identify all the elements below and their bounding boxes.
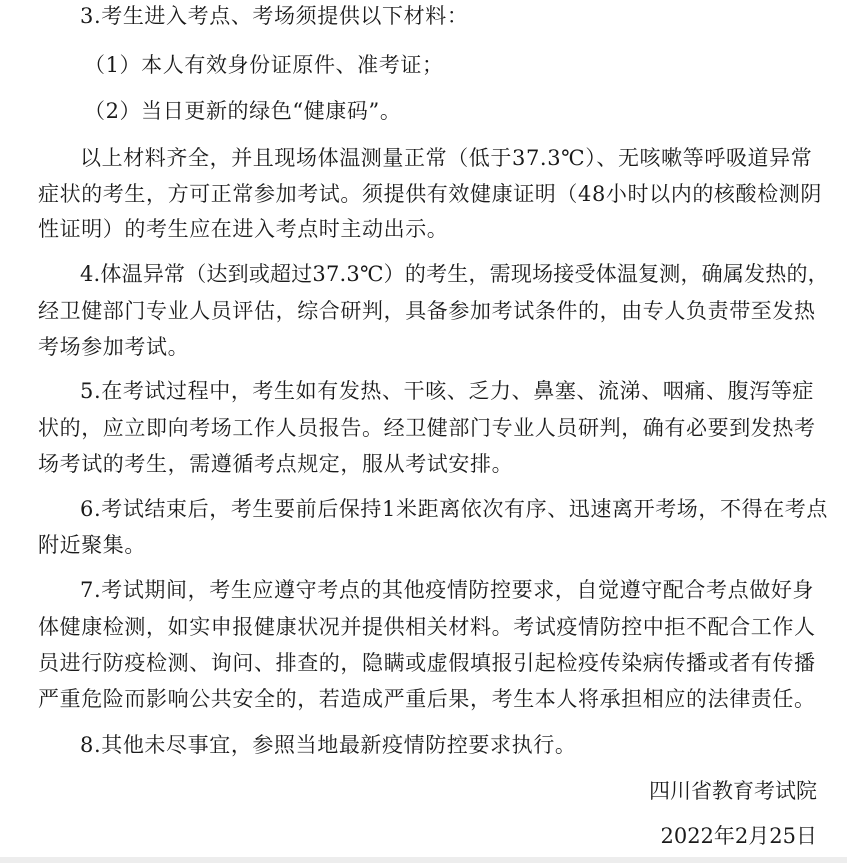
item7-line1: 7.考试期间，考生应遵守考点的其他疫情防控要求，自觉遵守配合考点做好身 xyxy=(80,578,815,602)
item3-note-line2: 症状的考生，方可正常参加考试。须提供有效健康证明（48小时以内的核酸检测阴 xyxy=(38,182,822,206)
page-bottom-edge xyxy=(0,857,847,863)
item3-note-line1: 以上材料齐全，并且现场体温测量正常（低于37.3℃）、无咳嗽等呼吸道异常 xyxy=(80,146,813,170)
item4-line3: 考场参加考试。 xyxy=(38,335,190,359)
item7-line3: 员进行防疫检测、询问、排查的，隐瞒或虚假填报引起检疫传染病传播或者有传播 xyxy=(38,651,816,675)
item4-line1: 4.体温异常（达到或超过37.3℃）的考生，需现场接受体温复测，确属发热的， xyxy=(80,262,829,286)
item4-line2: 经卫健部门专业人员评估，综合研判，具备参加考试条件的，由专人负责带至发热 xyxy=(38,299,816,323)
signature-organization: 四川省教育考试院 xyxy=(649,779,817,803)
signature-date: 2022年2月25日 xyxy=(660,824,817,848)
item6-line1: 6.考试结束后，考生要前后保持1米距离依次有序、迅速离开考场，不得在考点 xyxy=(80,497,828,521)
item5-line2: 状的，应立即向考场工作人员报告。经卫健部门专业人员研判，确有必要到发热考 xyxy=(38,416,816,440)
item6-line2: 附近聚集。 xyxy=(38,533,146,557)
item3-sub1: （1）本人有效身份证原件、准考证； xyxy=(84,53,444,77)
item3-note-line3: 性证明）的考生应在进入考点时主动出示。 xyxy=(38,217,449,241)
item7-line4: 严重危险而影响公共安全的，若造成严重后果，考生本人将承担相应的法律责任。 xyxy=(38,687,816,711)
item3-heading: 3.考生进入考点、考场须提供以下材料： xyxy=(80,4,469,28)
item7-line2: 体健康检测，如实申报健康状况并提供相关材料。考试疫情防控中拒不配合工作人 xyxy=(38,615,816,639)
item8-line1: 8.其他未尽事宜，参照当地最新疫情防控要求执行。 xyxy=(80,733,577,757)
item5-line1: 5.在考试过程中，考生如有发热、干咳、乏力、鼻塞、流涕、咽痛、腹泻等症 xyxy=(80,379,815,403)
item3-sub2: （2）当日更新的绿色“健康码”。 xyxy=(84,99,402,123)
item5-line3: 场考试的考生，需遵循考点规定，服从考试安排。 xyxy=(38,452,514,476)
